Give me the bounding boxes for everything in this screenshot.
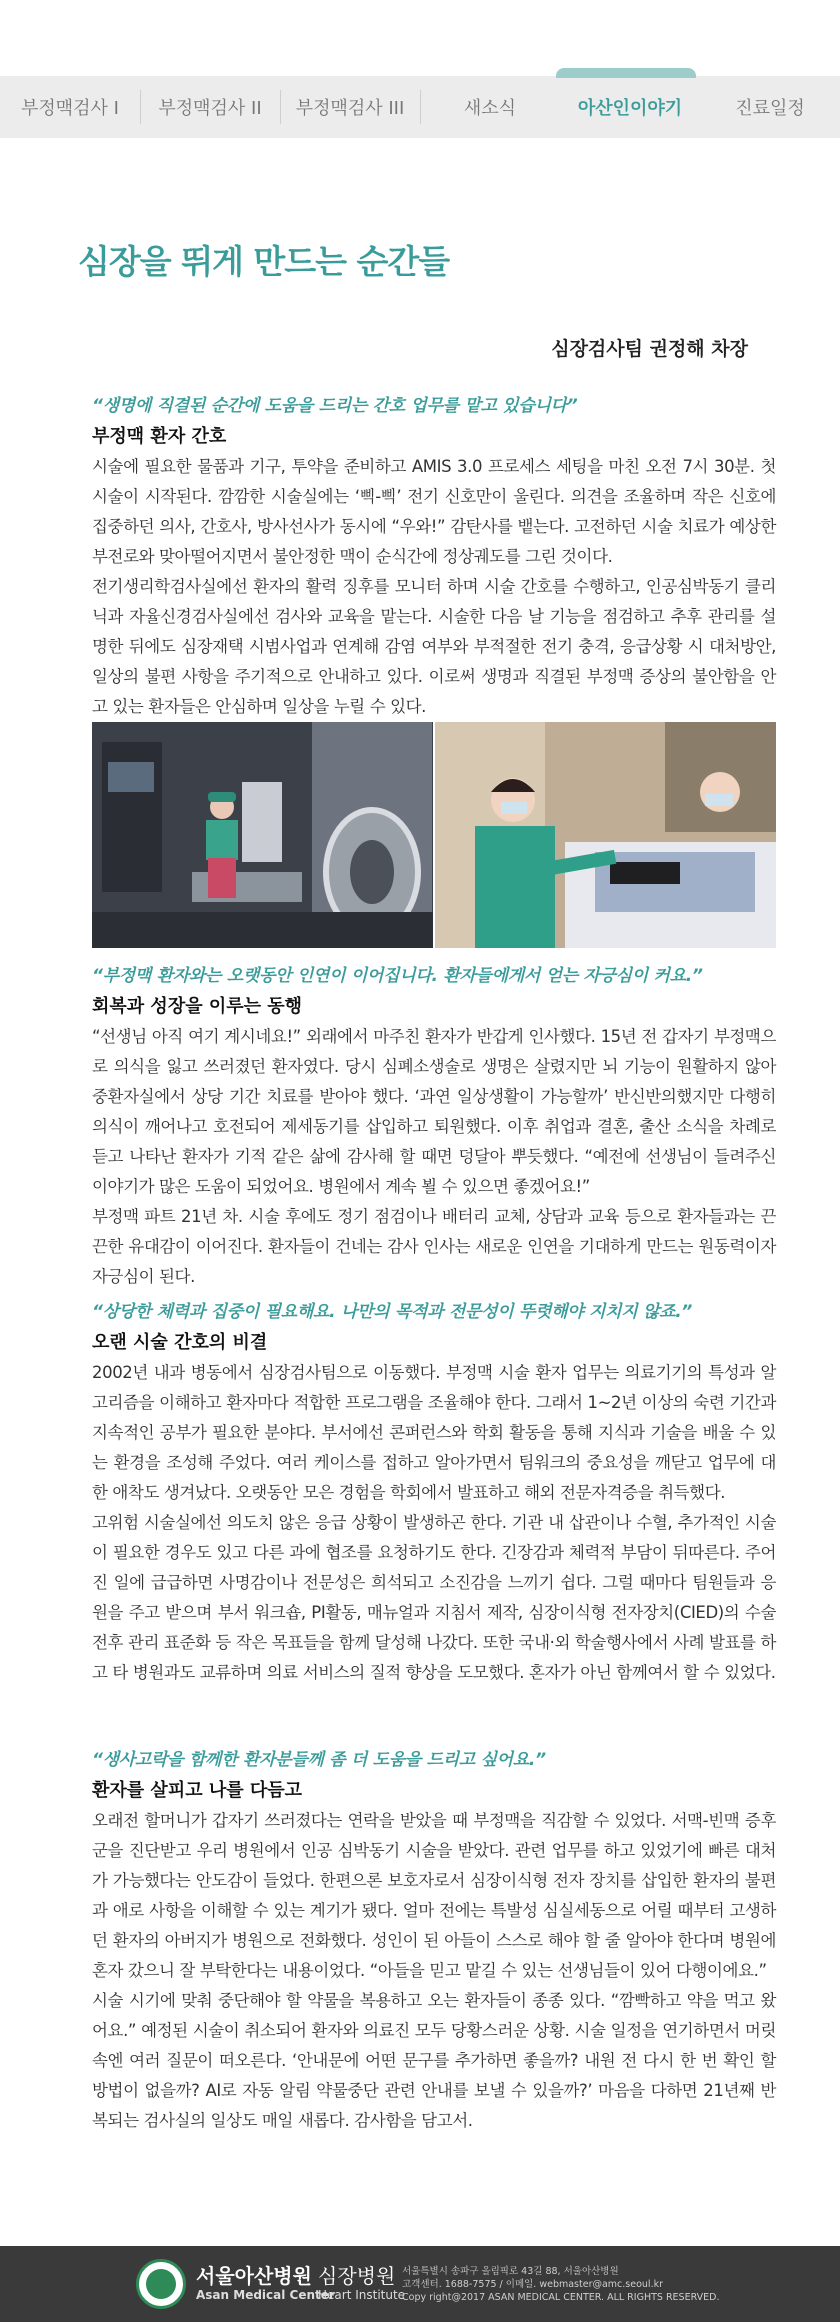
footer-info <box>402 2265 720 2304</box>
section-paragraph: 고위험 시술실에선 의도치 않은 응급 상황이 발생하곤 한다. 기관 내 삽관이나 수혈, 추가적인 시술이 필요한 경우도 있고 다른 과에 협조를 요청하기도 한다. 긴장감과 체력적 부담이 뒤따른다. 주어진 일에 급급하면 사명감이나 전문성은 희석되고 소진감을 느끼기 쉽다. 그럴 때마다 팀원들과 응원을 주고 받으며 부서 워크숍, PI활동, 매뉴얼과 지침서 제작, 심장이식형 전자장치(CIED)의 수술 전후 관리 표준화 등 작은 목표들을 함께 달성해 나갔다. 또한 국내·외 학술행사에서 사례 발표를 하고 타 병원과도 교류하며 의료 서비스의 질적 향상을 도모했다. 혼자가 아닌 함께여서 할 수 있었다. <box>92 1513 776 1682</box>
section-paragraph: 부정맥 파트 21년 차. 시술 후에도 정기 점검이나 배터리 교체, 상담과 교육 등으로 환자들과는 끈끈한 유대감이 이어진다. 환자들이 건네는 감사 인사는 새로운 인연을 기대하게 만드는 원동력이자 자긍심이 된다. <box>92 1207 776 1286</box>
department-name-korean: 심장병원 <box>318 2264 396 2288</box>
section-heading: 부정맥 환자 간호 <box>92 426 227 447</box>
section-arrhythmia-care <box>92 392 776 722</box>
patient-care-illustration <box>435 722 776 948</box>
brand-name-korean: 서울아산병원 <box>196 2264 312 2288</box>
footer <box>0 2246 840 2322</box>
tab-schedule[interactable]: 진료일정 <box>735 98 805 119</box>
author-name: 심장검사팀 권정해 차장 <box>551 338 748 360</box>
footer-copyright: Copy right@2017 ASAN MEDICAL CENTER. ALL RIGHTS RESERVED. <box>402 2292 720 2303</box>
active-tab-indicator <box>556 68 696 78</box>
brand-name-english: Asan Medical Center <box>196 2288 335 2302</box>
section-nursing-secret <box>92 1298 776 1688</box>
section-quote: “생명에 직결된 순간에 도움을 드리는 간호 업무를 맡고 있습니다” <box>92 396 578 416</box>
footer-address: 서울특별시 송파구 올림픽로 43길 88, 서울아산병원 <box>402 2266 619 2277</box>
section-heading: 오랜 시술 간호의 비결 <box>92 1332 268 1353</box>
section-recovery-growth <box>92 962 776 1292</box>
section-paragraph: 시술 시기에 맞춰 중단해야 할 약물을 복용하고 오는 환자들이 종종 있다. “깜빡하고 약을 먹고 왔어요.” 예정된 시술이 취소되어 환자와 의료진 모두 당황스러운 상황. 시술 일정을 연기하면서 머릿속엔 여러 질문이 떠오른다. ‘안내문에 어떤 문구를 추가하면 좋을까? 내원 전 다시 한 번 확인 할 방법이 없을까? AI로 자동 알림 약물중단 관련 안내를 보낼 수 있을까?’ 마음을 다하면 21년째 반복되는 검사실의 일상도 매일 새롭다. 감사함을 담고서. <box>92 1991 776 2130</box>
section-paragraph: 전기생리학검사실에선 환자의 활력 징후를 모니터 하며 시술 간호를 수행하고, 인공심박동기 클리닉과 자율신경검사실에선 검사와 교육을 맡는다. 시술한 다음 날 기능을 점검하고 추후 관리를 설명한 뒤에도 심장재택 시범사업과 연계해 감염 여부와 부적절한 전기 충격, 응급상황 시 대처방안, 일상의 불편 사항을 주기적으로 안내하고 있다. 이로써 생명과 직결된 부정맥 증상의 불안함을 안고 있는 환자들은 안심하며 일상을 누릴 수 있다. <box>92 577 776 716</box>
section-quote: “생사고락을 함께한 환자분들께 좀 더 도움을 드리고 싶어요.” <box>92 1750 546 1770</box>
department-name-english: Heart Institute <box>318 2288 406 2302</box>
tab-news[interactable]: 새소식 <box>463 98 517 119</box>
top-navigation <box>0 76 840 138</box>
page-title: 심장을 뛰게 만드는 순간들 <box>78 242 450 281</box>
section-paragraph: “선생님 아직 여기 계시네요!” 외래에서 마주친 환자가 반갑게 인사했다. 15년 전 갑자기 부정맥으로 의식을 잃고 쓰러졌던 환자였다. 당시 심폐소생술로 생명은 살렸지만 뇌 기능이 원활하지 않아 중환자실에서 상당 기간 치료를 받아야 했다. ‘과연 일상생활이 가능할까’ 반신반의했지만 다행히 의식이 깨어나고 호전되어 제세동기를 삽입하고 퇴원했다. 이후 취업과 결혼, 출산 소식을 차례로 듣고 나타난 환자가 기적 같은 삶에 감사해 할 때면 덩달아 뿌듯했다. “예전에 선생님이 들려주신 이야기가 많은 도움이 되었어요. 병원에서 계속 뵐 수 있으면 좋겠어요!” <box>92 1027 776 1196</box>
tab-arrhythmia-test-3[interactable]: 부정맥검사 III <box>295 98 405 119</box>
section-heading: 회복과 성장을 이루는 동행 <box>92 996 303 1017</box>
tab-arrhythmia-test-1[interactable]: 부정맥검사 I <box>21 98 119 119</box>
section-heading: 환자를 살피고 나를 다듬고 <box>92 1780 303 1801</box>
hospital-logo-icon <box>136 2259 186 2309</box>
tab-asan-stories[interactable]: 아산인이야기 <box>577 98 683 119</box>
section-paragraph: 오래전 할머니가 갑자기 쓰러졌다는 연락을 받았을 때 부정맥을 직감할 수 있었다. 서맥-빈맥 증후군을 진단받고 우리 병원에서 인공 심박동기 시술을 받았다. 관련 업무를 하고 있었기에 빠른 대처가 가능했다는 안도감이 들었다. 한편으론 보호자로서 심장이식형 전자 장치를 삽입한 환자의 불편과 애로 사항을 이해할 수 있는 계기가 됐다. 얼마 전에는 특발성 심실세동으로 어릴 때부터 고생하던 환자의 아버지가 병원으로 전화했다. 성인이 된 아들이 스스로 해야 할 줄 알아야 한다며 병원에 혼자 갔으니 잘 부탁한다는 내용이었다. “아들을 믿고 맡길 수 있는 선생님들이 있어 다행이에요.” <box>92 1811 776 1980</box>
tab-arrhythmia-test-2[interactable]: 부정맥검사 II <box>158 98 262 119</box>
section-quote: “부정맥 환자와는 오랫동안 인연이 이어집니다. 환자들에게서 얻는 자긍심이 커요.” <box>92 966 703 986</box>
article-photos <box>92 722 776 948</box>
photo-nurse-in-procedure-room <box>92 722 433 948</box>
section-paragraph: 2002년 내과 병동에서 심장검사팀으로 이동했다. 부정맥 시술 환자 업무는 의료기기의 특성과 알고리즘을 이해하고 환자마다 적합한 프로그램을 조율해야 한다. 그래서 1~2년 이상의 숙련 기간과 지속적인 공부가 필요한 분야다. 부서에선 콘퍼런스와 학회 활동을 통해 지식과 기술을 배울 수 있는 환경을 조성해 주었다. 여러 케이스를 접하고 알아가면서 팀워크의 중요성을 깨닫고 업무에 대한 애착도 생겨났다. 오랫동안 모은 경험을 학회에서 발표하고 해외 전문자격증을 취득했다. <box>92 1363 776 1502</box>
section-quote: “상당한 체력과 집중이 필요해요. 나만의 목적과 전문성이 뚜렷해야 지치지 않죠.” <box>92 1302 693 1322</box>
section-paragraph: 시술에 필요한 물품과 기구, 투약을 준비하고 AMIS 3.0 프로세스 세팅을 마친 오전 7시 30분. 첫 시술이 시작된다. 깜깜한 시술실에는 ‘삑-삑’ 전기 신호만이 울린다. 의견을 조율하며 작은 신호에 집중하던 의사, 간호사, 방사선사가 동시에 “우와!” 감탄사를 뱉는다. 고전하던 시술 치료가 예상한 부전로와 맞아떨어지면서 불안정한 맥이 순식간에 정상궤도를 그린 것이다. <box>92 457 776 566</box>
procedure-room-illustration <box>92 722 433 948</box>
photo-nurse-with-patient <box>435 722 776 948</box>
section-caring-for-patients <box>92 1746 776 2136</box>
footer-contact: 고객센터. 1688-7575 / 이메일. webmaster@amc.seoul.kr <box>402 2279 663 2290</box>
